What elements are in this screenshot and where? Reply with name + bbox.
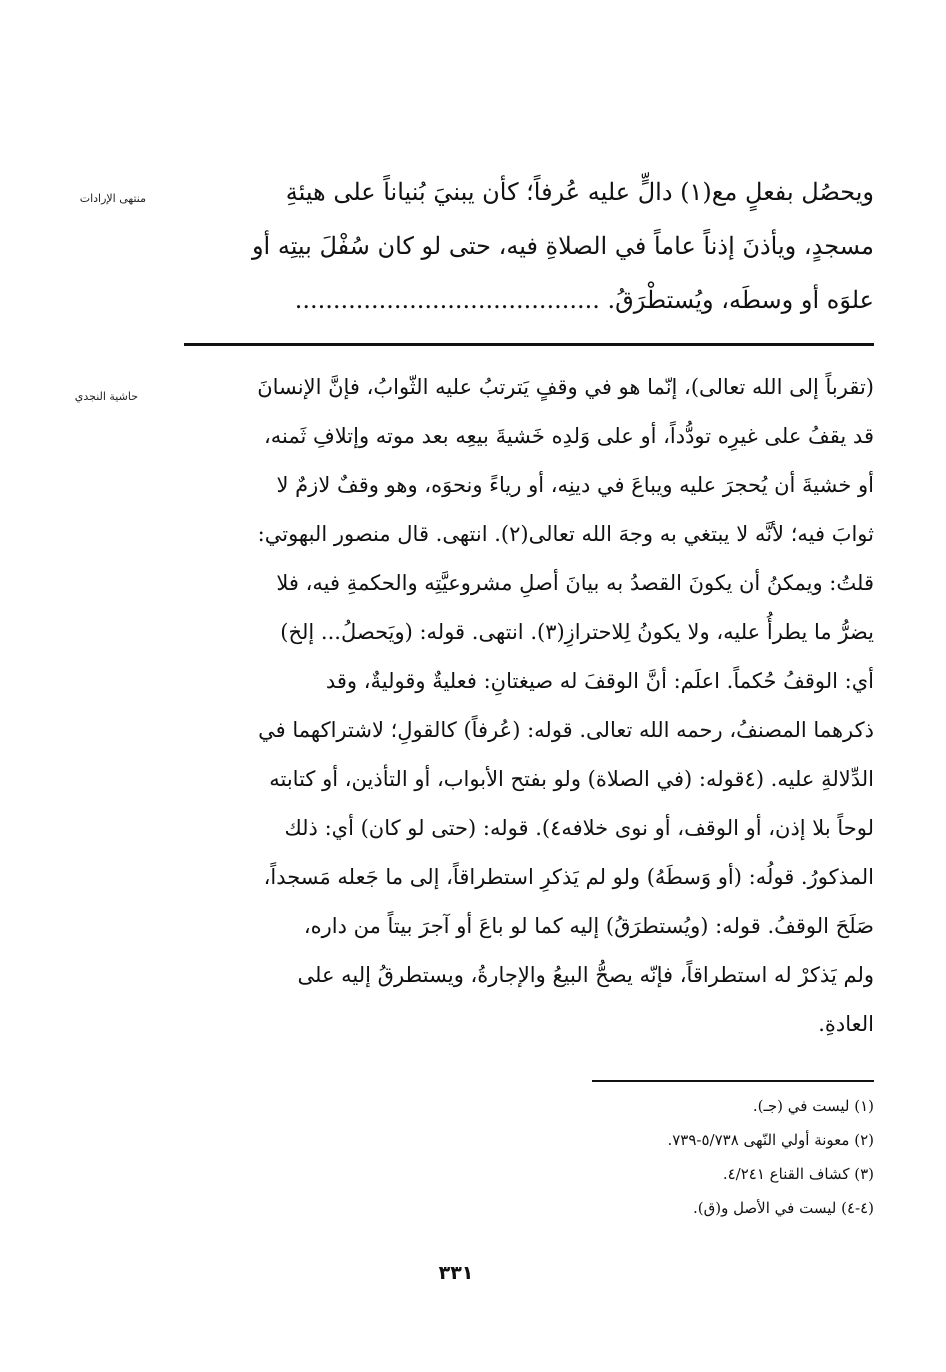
sharh-line: ثوابَ فيه؛ لأنَّه لا يبتغي به وجهَ الله تعالى(٢). انتهى. قال منصور البهوتي: [257,522,874,546]
sharh-line: ذكرهما المصنفُ، رحمه الله تعالى. قوله: (عُرفاً) كالقولِ؛ لاشتراكهما في [258,718,874,742]
matn-line: علوَه أو وسطَه، ويُستطْرَقُ. ........................................ [294,286,874,314]
margin-label-hashiya: حاشية النجدي [74,390,138,403]
matn-text [184,178,874,338]
footnotes [184,1097,874,1237]
footnote-item: (١) ليست في (جـ). [752,1097,874,1115]
sharh-line: أي: الوقفُ حُكماً. اعلَم: أنَّ الوقفَ له صيغتانِ: فعليةٌ وقوليةٌ، وقد [325,669,874,693]
sharh-line: لوحاً بلا إذن، أو الوقف، أو نوى خلافه٤). قوله: (حتى لو كان) أي: ذلك [284,816,874,840]
sharh-line: العادةِ. [818,1012,874,1036]
section-divider [184,343,874,346]
sharh-line: ولم يَذكرْ له استطراقاً، فإنّه يصحُّ البيعُ والإجارةُ، ويستطرقُ إليه على [297,963,874,987]
sharh-line: أو خشيةَ أن يُحجرَ عليه ويباعَ في دينِه، أو رياءً ونحوَه، وهو وقفٌ لازمٌ لا [276,473,874,497]
matn-line: مسجدٍ، ويأذنَ إذناً عاماً في الصلاةِ فيه، حتى لو كان سُفْلَ بيتِه أو [251,232,874,260]
sharh-line: الدِّلالةِ عليه. (٤قوله: (في الصلاة) ولو بفتح الأبواب، أو التأذين، أو كتابته [269,767,874,791]
sharh-line: قد يقفُ على غيرِه تودُّداً، أو على وَلدِه خَشيةَ بيعِه بعد موته وإتلافِ ثَمنه، [263,424,874,448]
hashiya-text [184,375,874,1075]
margin-label-muntaha: منتهى الإرادات [79,192,146,205]
footnote-item: (٢) معونة أولي النّهى ٥/٧٣٨-٧٣٩. [667,1131,874,1149]
footnote-item: (٣) كشاف القناع ٤/٢٤١. [722,1165,874,1183]
sharh-line: قلتُ: ويمكنُ أن يكونَ القصدُ به بيانَ أصلِ مشروعيَّتِه والحكمةِ فيه، فلا [276,571,874,595]
footnote-item: (٤-٤) ليست في الأصل و(ق). [692,1199,874,1217]
sharh-line: يضرُّ ما يطرأُ عليه، ولا يكونُ لِلاحترازِ(٣). انتهى. قوله: (ويَحصلُ... إلخ) [280,620,874,644]
page-number: ٣٣١ [438,1262,474,1284]
sharh-line: صَلَحَ الوقفُ. قوله: (ويُستطرَقُ) إليه كما لو باعَ أو آجرَ بيتاً من داره، [303,914,874,938]
matn-line: ويحصُل بفعلٍ مع(١) دالٍّ عليه عُرفاً؛ كأن يبنيَ بُنياناً على هيئةِ [285,178,874,206]
footnote-divider [592,1080,874,1082]
sharh-line: المذكورُ. قولُه: (أو وَسطَهُ) ولو لم يَذكرِ استطراقاً، إلى ما جَعله مَسجداً، [263,865,874,889]
sharh-line: (تقرباً إلى الله تعالى)، إنّما هو في وقفٍ يَترتبُ عليه الثّوابُ، فإنَّ الإنسانَ [257,375,874,399]
